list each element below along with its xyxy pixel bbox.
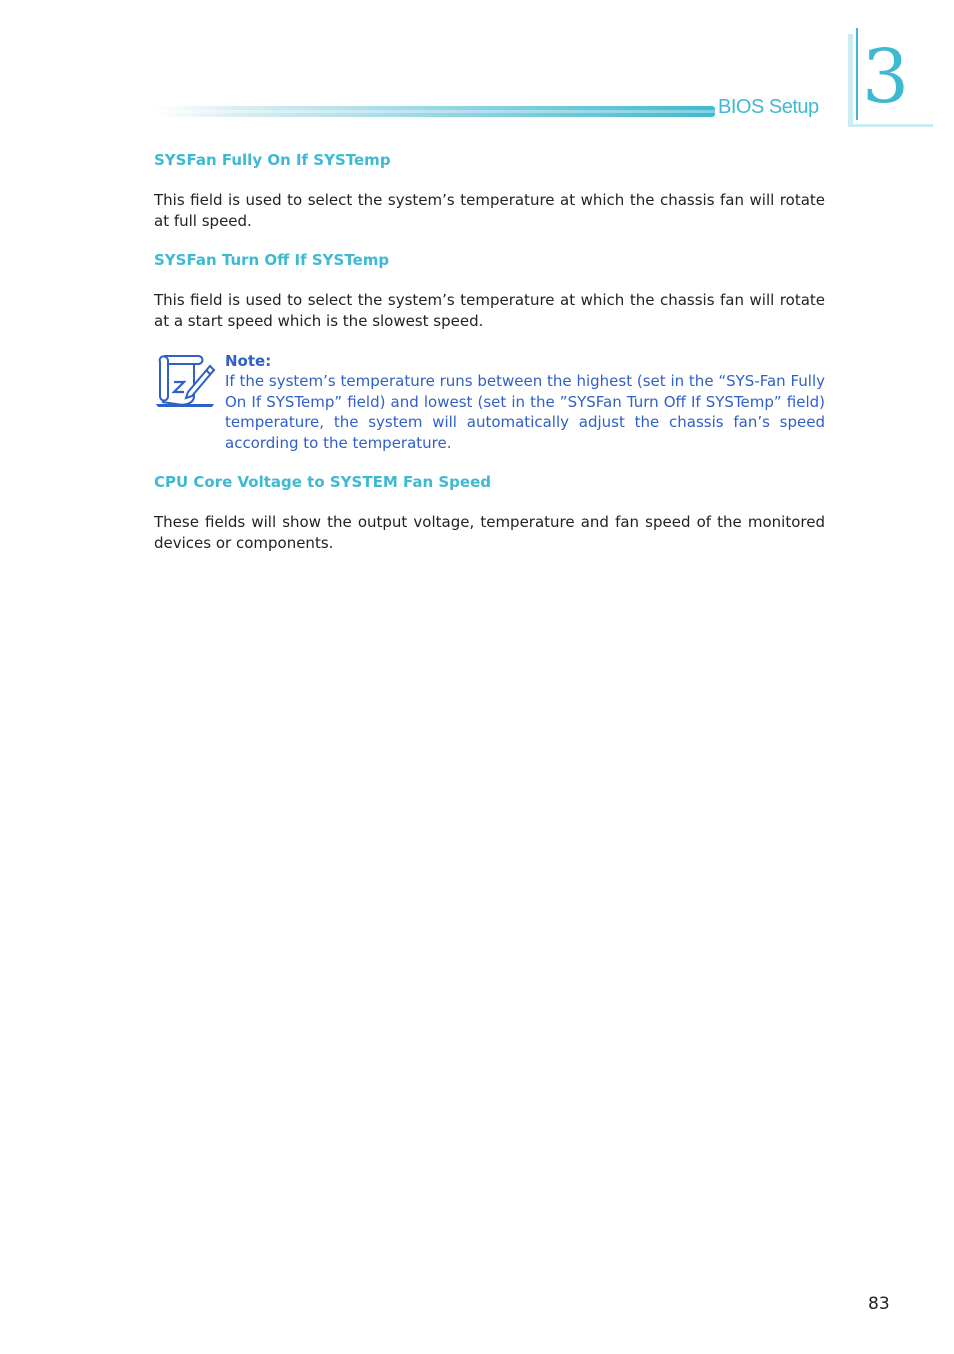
note-label: Note: [225,352,272,370]
section-body-sysfan-turn-off: This field is used to select the system’s temperature at which the chassis fan will rotate at a start speed which is the slowest speed. [154,291,825,330]
header-accent-bar [155,106,715,117]
page-number: 83 [868,1294,890,1314]
section-heading-sysfan-fully-on: SYSFan Fully On If SYSTemp [154,151,391,169]
note-scroll-pen-icon [154,352,216,410]
section-body-cpu-core-voltage: These fields will show the output voltage, temperature and fan speed of the monitored devices or components. [154,513,825,552]
running-header-title: BIOS Setup [718,96,819,118]
section-body-sysfan-fully-on: This field is used to select the system’s temperature at which the chassis fan will rotate at full speed. [154,191,825,230]
chapter-number: 3 [862,34,910,120]
note-text: If the system’s temperature runs between the highest (set in the “SYS-Fan Fully On If SYSTemp” field) and lowest (set in the ”SYSFan Turn Off If SYSTemp” field) temperature, the system will automatically adjust the chassis fan’s speed according to the temperature. [225,372,825,452]
section-heading-cpu-core-voltage: CPU Core Voltage to SYSTEM Fan Speed [154,473,491,491]
section-heading-sysfan-turn-off: SYSFan Turn Off If SYSTemp [154,251,390,269]
